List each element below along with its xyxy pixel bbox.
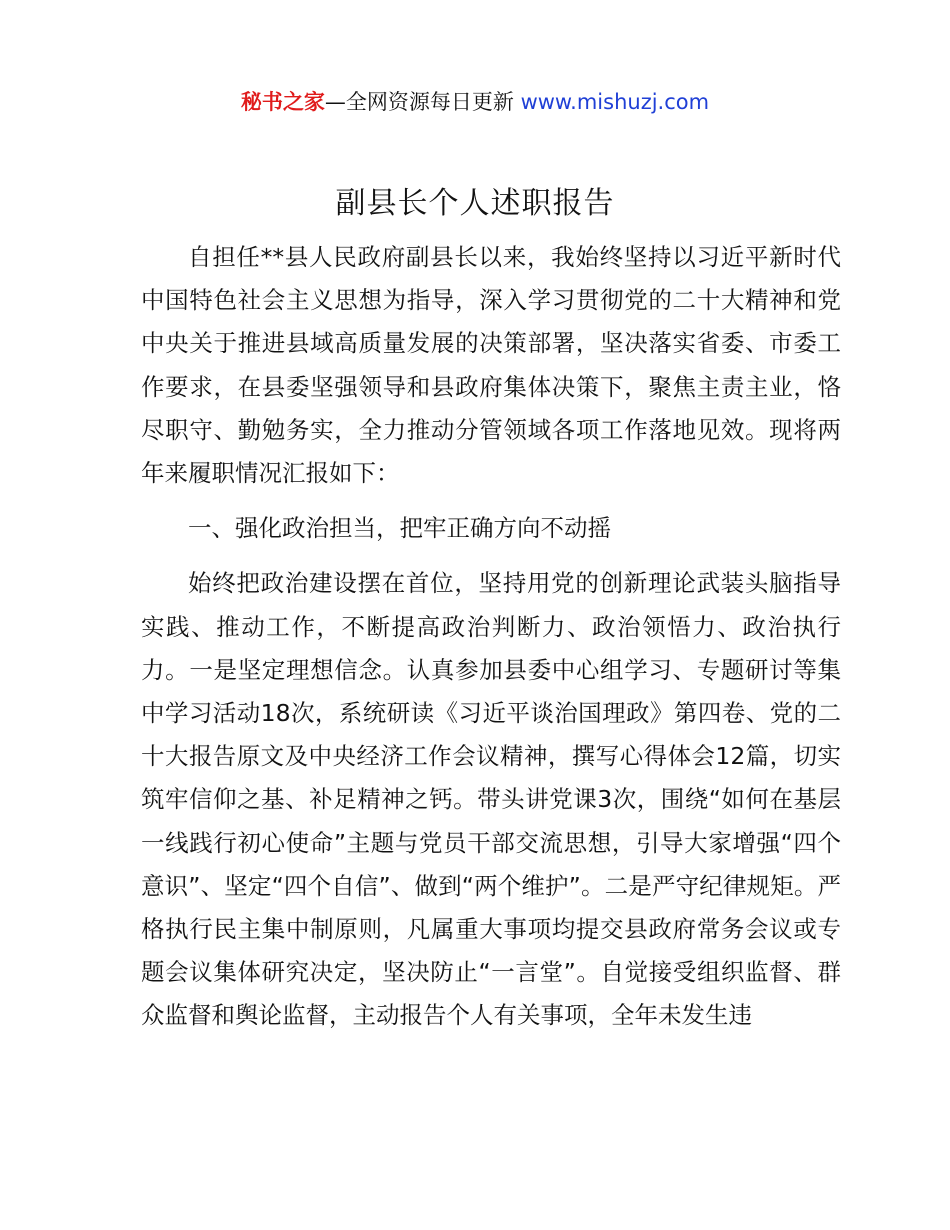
intro-paragraph: 自担任**县人民政府副县长以来，我始终坚持以习近平新时代中国特色社会主义思想为指导，深入学习贯彻党的二十大精神和党中央关于推进县域高质量发展的决策部署，坚决落实省委、市委工作要求，在县委坚强领导和县政府集体决策下，聚焦主责主业，恪尽职守、勤勉务实，全力推动分管领域各项工作落地见效。现将两年来履职情况汇报如下： — [141, 243, 841, 488]
document-body — [141, 236, 841, 1050]
header-tagline: —全网资源每日更新 — [324, 90, 514, 114]
site-url-link[interactable]: www.mishuzj.com — [520, 90, 710, 114]
section-heading: 一、强化政治担当，把牢正确方向不动摇 — [188, 514, 611, 543]
site-header — [0, 86, 950, 118]
brand-name: 秘书之家 — [240, 90, 325, 114]
document-title: 副县长个人述职报告 — [335, 186, 615, 221]
section-paragraph: 始终把政治建设摆在首位，坚持用党的创新理论武装头脑指导实践、推动工作，不断提高政治判断力、政治领悟力、政治执行力。一是坚定理想信念。认真参加县委中心组学习、专题研讨等集中学习活动18次，系统研读《习近平谈治国理政》第四卷、党的二十大报告原文及中央经济工作会议精神，撰写心得体会12篇，切实筑牢信仰之基、补足精神之钙。带头讲党课3次，围绕“如何在基层一线践行初心使命”主题与党员干部交流思想，引导大家增强“四个意识”、坚定“四个自信”、做到“两个维护”。二是严守纪律规矩。严格执行民主集中制原则，凡属重大事项均提交县政府常务会议或专题会议集体研究决定，坚决防止“一言堂”。自觉接受组织监督、群众监督和舆论监督，主动报告个人有关事项，全年未发生违 — [141, 569, 841, 1030]
